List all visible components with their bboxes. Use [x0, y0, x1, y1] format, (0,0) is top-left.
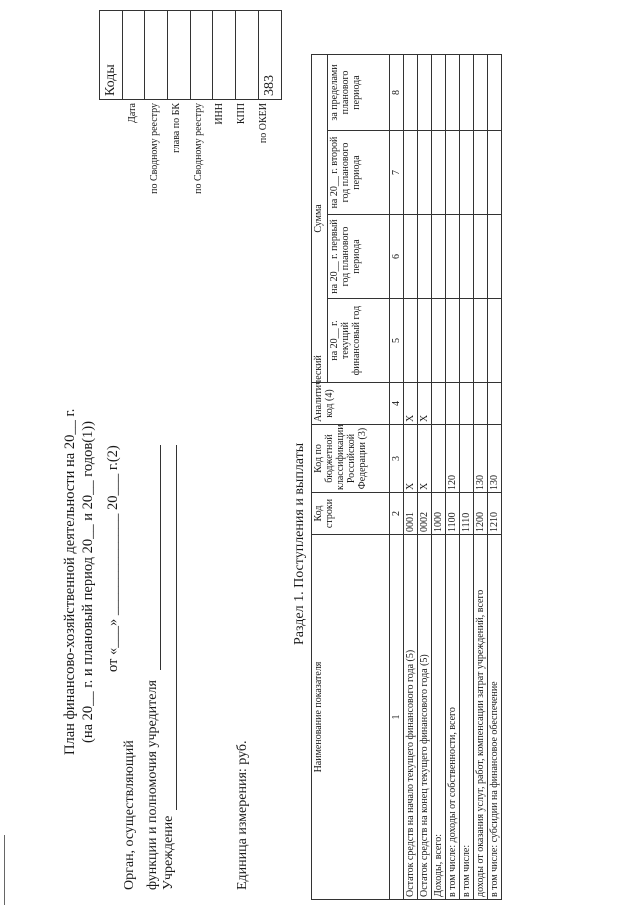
table-row	[432, 54, 446, 899]
row-analytic	[488, 383, 502, 425]
col-header-y3: на 20__ г. второй год планового периода	[328, 131, 390, 215]
unit-label: Единица измерения: руб.	[235, 740, 250, 890]
code-label-okei: по ОКЕИ	[258, 103, 269, 144]
column-number: 3	[390, 425, 404, 493]
column-number: 6	[390, 215, 404, 299]
column-number: 8	[390, 54, 404, 130]
column-number: 1	[390, 535, 404, 900]
code-label-kpp: КПП	[236, 103, 247, 125]
row-analytic: X	[404, 383, 418, 425]
row-bk: 120	[446, 425, 460, 493]
col-header-y2: на 20__ г. первый год планового периода	[328, 215, 390, 299]
column-numbers-row	[390, 54, 404, 899]
row-bk: 130	[474, 425, 488, 493]
receipts-table	[311, 54, 502, 900]
row-code: 0001	[404, 493, 418, 535]
code-value-registry-2	[190, 11, 213, 100]
date-line: от «___» ______________ 20___ г.(2)	[105, 445, 121, 672]
code-value-date	[122, 11, 145, 100]
code-label-date: Дата	[127, 103, 138, 123]
row-analytic	[432, 383, 446, 425]
row-name: Остаток средств на начало текущего финансового года (5)	[404, 535, 418, 900]
col-header-bk: Код по бюджетной классификации Российской Федерации (3)	[312, 425, 390, 493]
col-header-sum: Сумма	[312, 54, 328, 382]
code-value-kpp	[236, 11, 259, 100]
column-number: 2	[390, 493, 404, 535]
row-code: 1110	[460, 493, 474, 535]
table-row	[488, 54, 502, 899]
row-name: доходы от оказания услуг, работ, компенсации затрат учреждений, всего	[474, 535, 488, 900]
table-row	[474, 54, 488, 899]
code-label-registry: по Сводному реестру	[149, 103, 160, 194]
institution-label: Учреждение	[161, 815, 176, 890]
codes-table	[99, 10, 282, 100]
code-value-chapter	[168, 11, 191, 100]
row-bk: 130	[488, 425, 502, 493]
col-header-y4: за пределами планового периода	[328, 54, 390, 130]
plan-period: (на 20__ г. и плановый период 20__ и 20__ годов(1))	[80, 421, 96, 743]
row-bk	[432, 425, 446, 493]
row-bk	[460, 425, 474, 493]
codes-header: Коды	[100, 11, 123, 100]
col-header-analytic: Аналитический код (4)	[312, 383, 390, 425]
code-label-inn: ИНН	[214, 103, 225, 125]
institution-underline	[176, 445, 177, 810]
col-header-y1: на 20__ г. текущий финансовый год	[328, 299, 390, 383]
col-header-code: Код строки	[312, 493, 390, 535]
row-bk: X	[404, 425, 418, 493]
col-header-name: Наименование показателя	[312, 535, 390, 900]
row-code: 1100	[446, 493, 460, 535]
row-name: в том числе:	[460, 535, 474, 900]
section-title: Раздел 1. Поступления и выплаты	[292, 442, 307, 645]
code-value-inn	[213, 11, 236, 100]
rotated-form	[0, 5, 640, 905]
organ-label: Орган, осуществляющий	[122, 740, 137, 890]
row-analytic: X	[418, 383, 432, 425]
row-analytic	[460, 383, 474, 425]
row-name: в том числе: субсидии на финансовое обеспечение	[488, 535, 502, 900]
column-number: 4	[390, 383, 404, 425]
code-value-registry	[145, 11, 168, 100]
row-code: 1000	[432, 493, 446, 535]
code-label-registry-2: по Сводному реестру	[193, 103, 204, 194]
row-name: в том числе: доходы от собственности, всего	[446, 535, 460, 900]
column-number: 5	[390, 299, 404, 383]
row-code: 1200	[474, 493, 488, 535]
row-code: 1210	[488, 493, 502, 535]
code-label-chapter: глава по БК	[171, 103, 182, 153]
column-number: 7	[390, 131, 404, 215]
row-code: 0002	[418, 493, 432, 535]
row-name: Доходы, всего:	[432, 535, 446, 900]
table-row	[446, 54, 460, 899]
row-name: Остаток средств на конец текущего финансового года (5)	[418, 535, 432, 900]
table-row	[460, 54, 474, 899]
row-analytic	[474, 383, 488, 425]
code-value-okei: 383	[258, 11, 281, 100]
table-row	[404, 54, 418, 899]
row-analytic	[446, 383, 460, 425]
plan-title: План финансово-хозяйственной деятельности на 20__ г.	[62, 408, 78, 755]
functions-underline	[160, 445, 161, 670]
functions-label: функции и полномочия учредителя	[145, 680, 160, 890]
table-row	[418, 54, 432, 899]
row-bk: X	[418, 425, 432, 493]
